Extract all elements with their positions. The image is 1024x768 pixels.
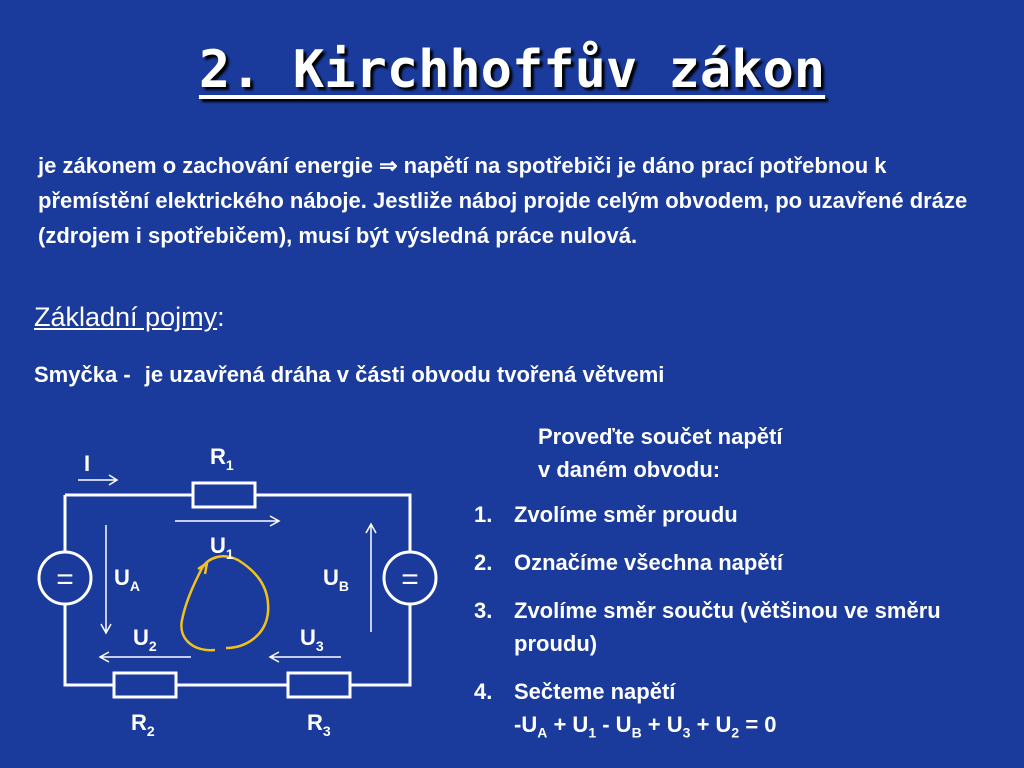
label-u3: $U_3$ xyxy=(300,625,324,654)
u1-arrow xyxy=(175,516,279,526)
step-text: Označíme všechna napětí xyxy=(514,550,783,575)
loop-term: Smyčka xyxy=(34,362,118,387)
step-number: 3. xyxy=(474,598,493,623)
step-number: 4. xyxy=(474,679,493,704)
step-text: Sečteme napětí xyxy=(514,679,676,704)
slide-title: 2. Kirchhoffův zákon xyxy=(198,40,826,100)
label-current: I xyxy=(84,451,91,476)
circuit-diagram xyxy=(0,420,460,768)
label-r3: $R_3$ xyxy=(307,710,331,739)
resistor-r3 xyxy=(288,673,350,697)
step-item xyxy=(474,594,974,660)
resistor-r2 xyxy=(114,673,176,697)
source-a-symbol: = xyxy=(56,563,74,596)
resistor-r1 xyxy=(193,483,255,507)
prompt-line-2: v daném obvodu: xyxy=(538,457,721,482)
label-r1: $R_1$ xyxy=(210,444,234,473)
basics-heading xyxy=(34,302,225,333)
step-text: Zvolíme směr součtu (většinou ve směru proudu) xyxy=(514,598,941,656)
label-u2: $U_2$ xyxy=(133,625,157,654)
loop-dash: - xyxy=(123,362,131,387)
steps-list xyxy=(474,498,974,764)
prompt-line-1: Proveďte součet napětí xyxy=(538,424,783,449)
ub-arrow xyxy=(366,524,376,632)
loop-definition xyxy=(34,362,664,388)
u2-arrow xyxy=(100,652,191,662)
step-text: Zvolíme směr proudu xyxy=(514,502,738,527)
loop-direction-arrow xyxy=(181,556,268,650)
basics-label: Základní pojmy xyxy=(34,302,218,332)
current-arrow xyxy=(78,475,117,485)
ua-arrow xyxy=(101,525,111,633)
step-item xyxy=(474,498,974,531)
step-number: 1. xyxy=(474,502,493,527)
label-ua: $U_A$ xyxy=(114,565,141,594)
step-body xyxy=(514,675,777,749)
loop-definition-text: je uzavřená dráha v části obvodu tvořená větvemi xyxy=(144,362,665,387)
label-u1: $U_1$ xyxy=(210,533,234,562)
intro-paragraph: je zákonem o zachování energie ⇒ napětí na spotřebiči je dáno prací potřebnou k přemístění elektrického náboje. Jestliže náboj projde celým obvodem, po uzavřené dráze (zdrojem i spotřebičem), musí být výsledná práce nulová. xyxy=(38,153,968,248)
source-b-symbol: = xyxy=(401,563,419,596)
task-prompt xyxy=(538,420,782,486)
u3-arrow xyxy=(270,652,341,662)
step-number: 2. xyxy=(474,550,493,575)
label-r2: $R_2$ xyxy=(131,710,155,739)
step-item xyxy=(474,675,974,749)
label-ub: $U_B$ xyxy=(323,565,350,594)
step-item xyxy=(474,546,974,579)
voltage-equation: $-U_A + U_1 - U_B + U_3 + U_2 = 0$ xyxy=(514,712,777,741)
basics-colon: : xyxy=(217,302,225,332)
